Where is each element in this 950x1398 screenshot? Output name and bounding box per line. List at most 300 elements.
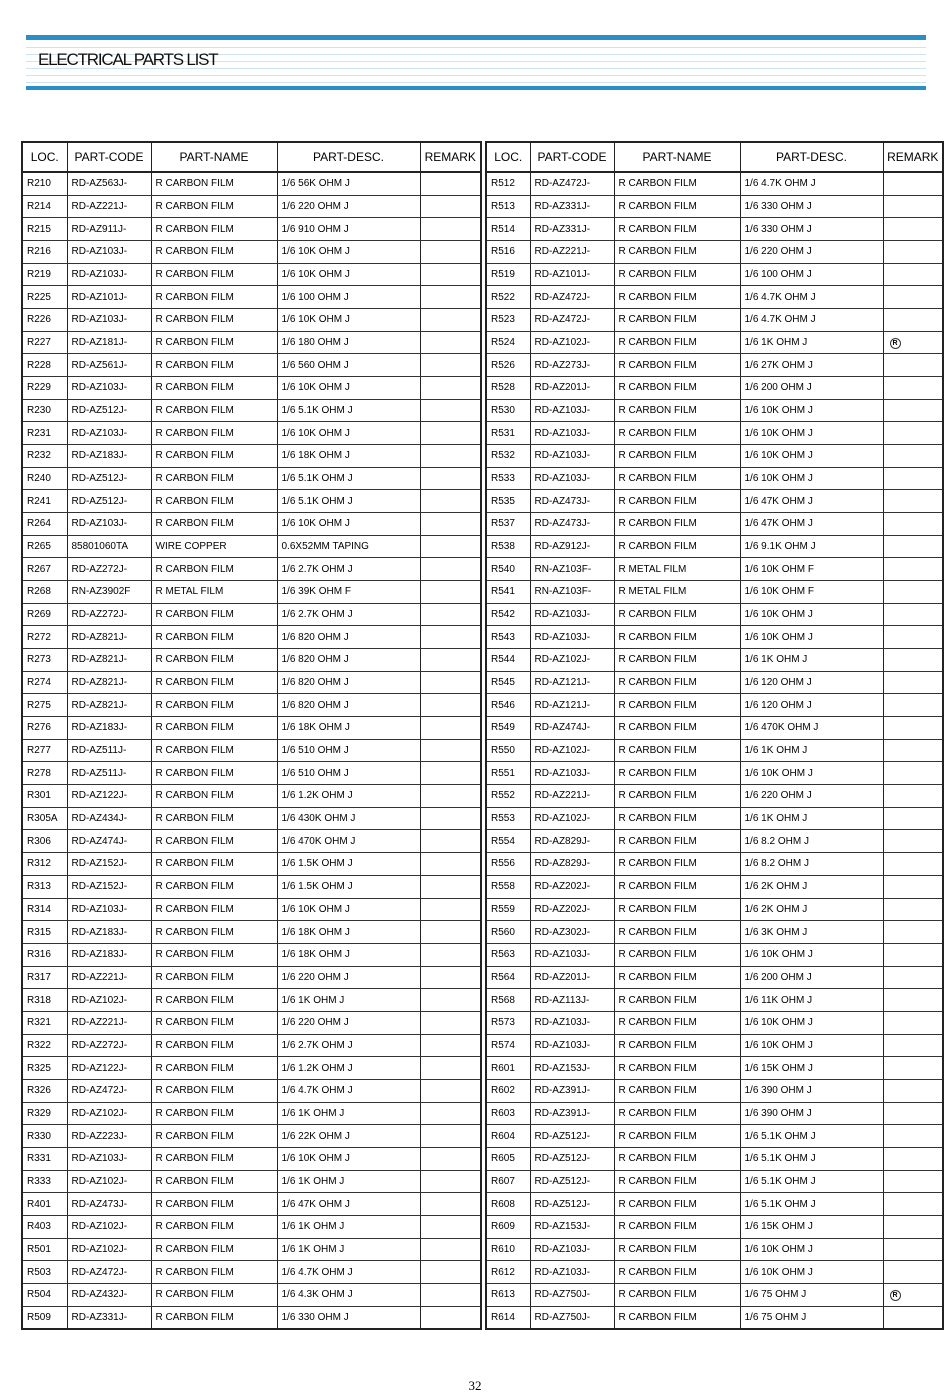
- cell-part-desc: 1/6 1K OHM J: [740, 649, 883, 672]
- table-row: [486, 966, 943, 989]
- cell-part-code: RD-AZ103J-: [530, 1261, 614, 1284]
- cell-part-name: R CARBON FILM: [151, 1261, 277, 1284]
- cell-part-name: R CARBON FILM: [614, 1034, 740, 1057]
- cell-loc: R240: [22, 467, 67, 490]
- table-row: [22, 1147, 481, 1170]
- cell-loc: R329: [22, 1102, 67, 1125]
- cell-part-desc: 1/6 2K OHM J: [740, 875, 883, 898]
- cell-part-desc: 1/6 10K OHM J: [740, 762, 883, 785]
- table-row: [22, 626, 481, 649]
- cell-part-desc: 1/6 510 OHM J: [277, 762, 420, 785]
- cell-part-code: RD-AZ434J-: [67, 807, 151, 830]
- cell-part-desc: 1/6 10K OHM J: [740, 1034, 883, 1057]
- cell-loc: R275: [22, 694, 67, 717]
- cell-part-name: R CARBON FILM: [151, 1215, 277, 1238]
- cell-remark: [420, 1193, 481, 1216]
- cell-remark: [883, 1170, 943, 1193]
- cell-part-desc: 1/6 220 OHM J: [277, 1011, 420, 1034]
- cell-loc: R612: [486, 1261, 530, 1284]
- cell-part-name: R CARBON FILM: [614, 830, 740, 853]
- cell-part-name: R CARBON FILM: [151, 966, 277, 989]
- cell-part-name: R CARBON FILM: [151, 399, 277, 422]
- cell-part-code: RD-AZ202J-: [530, 875, 614, 898]
- cell-remark: [883, 377, 943, 400]
- cell-part-code: RN-AZ3902F: [67, 581, 151, 604]
- table-row: [486, 785, 943, 808]
- cell-part-name: R CARBON FILM: [614, 1102, 740, 1125]
- cell-part-desc: 1/6 9.1K OHM J: [740, 535, 883, 558]
- cell-part-code: RD-AZ113J-: [530, 989, 614, 1012]
- cell-part-name: R CARBON FILM: [614, 241, 740, 264]
- cell-remark: [420, 898, 481, 921]
- cell-part-name: R CARBON FILM: [151, 1125, 277, 1148]
- cell-part-desc: 1/6 390 OHM J: [740, 1102, 883, 1125]
- cell-loc: R558: [486, 875, 530, 898]
- table-row: [486, 1102, 943, 1125]
- cell-loc: R232: [22, 445, 67, 468]
- col-header-part-desc: PART-DESC.: [740, 142, 883, 172]
- cell-part-code: RD-AZ911J-: [67, 218, 151, 241]
- cell-part-code: RD-AZ103J-: [530, 762, 614, 785]
- cell-part-name: R CARBON FILM: [151, 739, 277, 762]
- cell-part-code: RD-AZ272J-: [67, 1034, 151, 1057]
- table-row: [22, 241, 481, 264]
- table-row: [22, 467, 481, 490]
- cell-loc: R210: [22, 172, 67, 195]
- table-row: [22, 830, 481, 853]
- cell-remark: [883, 785, 943, 808]
- cell-part-name: R CARBON FILM: [151, 218, 277, 241]
- cell-part-desc: 1/6 39K OHM F: [277, 581, 420, 604]
- cell-part-name: R CARBON FILM: [151, 1102, 277, 1125]
- cell-loc: R535: [486, 490, 530, 513]
- cell-part-code: RD-AZ103J-: [530, 943, 614, 966]
- cell-part-name: R CARBON FILM: [614, 422, 740, 445]
- cell-loc: R274: [22, 671, 67, 694]
- cell-part-code: RN-AZ103F-: [530, 558, 614, 581]
- cell-remark: [883, 626, 943, 649]
- cell-part-code: RD-AZ472J-: [530, 172, 614, 195]
- cell-part-desc: 1/6 470K OHM J: [277, 830, 420, 853]
- cell-loc: R401: [22, 1193, 67, 1216]
- cell-part-code: RD-AZ221J-: [67, 195, 151, 218]
- cell-part-desc: 1/6 2.7K OHM J: [277, 558, 420, 581]
- cell-part-desc: 1/6 10K OHM J: [277, 241, 420, 264]
- cell-part-code: RD-AZ103J-: [67, 898, 151, 921]
- table-row: [22, 603, 481, 626]
- table-row: [486, 558, 943, 581]
- cell-part-name: R CARBON FILM: [614, 354, 740, 377]
- cell-part-code: RD-AZ221J-: [530, 241, 614, 264]
- table-row: [486, 286, 943, 309]
- table-row: [22, 535, 481, 558]
- cell-loc: R609: [486, 1215, 530, 1238]
- cell-part-name: R CARBON FILM: [614, 1057, 740, 1080]
- cell-part-code: RN-AZ103F-: [530, 581, 614, 604]
- cell-part-name: R CARBON FILM: [614, 331, 740, 354]
- cell-part-desc: 1/6 47K OHM J: [277, 1193, 420, 1216]
- cell-part-desc: 1/6 27K OHM J: [740, 354, 883, 377]
- cell-remark: [883, 1102, 943, 1125]
- cell-loc: R229: [22, 377, 67, 400]
- table-row: [22, 921, 481, 944]
- col-header-part-name: PART-NAME: [614, 142, 740, 172]
- cell-remark: [420, 785, 481, 808]
- cell-part-name: R CARBON FILM: [151, 422, 277, 445]
- table-row: [486, 943, 943, 966]
- cell-loc: R541: [486, 581, 530, 604]
- table-row: [22, 1170, 481, 1193]
- registered-mark-icon: R: [890, 338, 901, 349]
- cell-remark: [883, 1238, 943, 1261]
- cell-loc: R553: [486, 807, 530, 830]
- cell-remark: [420, 1283, 481, 1306]
- cell-loc: R543: [486, 626, 530, 649]
- cell-part-code: RD-AZ221J-: [67, 966, 151, 989]
- cell-part-name: R CARBON FILM: [151, 377, 277, 400]
- cell-remark: [420, 535, 481, 558]
- cell-part-desc: 1/6 820 OHM J: [277, 671, 420, 694]
- cell-remark: [420, 422, 481, 445]
- cell-part-desc: 1/6 120 OHM J: [740, 694, 883, 717]
- table-row: [486, 807, 943, 830]
- cell-remark: [883, 966, 943, 989]
- cell-remark: [420, 445, 481, 468]
- cell-part-name: R CARBON FILM: [614, 898, 740, 921]
- cell-loc: R524: [486, 331, 530, 354]
- cell-loc: R563: [486, 943, 530, 966]
- cell-part-code: RD-AZ101J-: [67, 286, 151, 309]
- cell-part-desc: 1/6 10K OHM J: [277, 1147, 420, 1170]
- cell-part-desc: 1/6 5.1K OHM J: [740, 1193, 883, 1216]
- cell-loc: R550: [486, 739, 530, 762]
- cell-loc: R312: [22, 853, 67, 876]
- cell-part-desc: 1/6 330 OHM J: [277, 1306, 420, 1329]
- cell-part-name: R CARBON FILM: [614, 671, 740, 694]
- table-row: [486, 1283, 943, 1306]
- cell-part-name: R CARBON FILM: [151, 445, 277, 468]
- table-row: [22, 1034, 481, 1057]
- cell-part-code: RD-AZ152J-: [67, 875, 151, 898]
- cell-part-desc: 1/6 1.2K OHM J: [277, 1057, 420, 1080]
- cell-remark: [420, 626, 481, 649]
- cell-remark: [420, 649, 481, 672]
- cell-remark: [420, 1170, 481, 1193]
- cell-part-name: R CARBON FILM: [151, 1193, 277, 1216]
- parts-table-right: [485, 141, 944, 1330]
- cell-part-code: RD-AZ432J-: [67, 1283, 151, 1306]
- cell-part-name: R CARBON FILM: [151, 694, 277, 717]
- cell-loc: R230: [22, 399, 67, 422]
- cell-remark: [883, 1125, 943, 1148]
- table-row: [486, 490, 943, 513]
- cell-part-code: RD-AZ103J-: [67, 1147, 151, 1170]
- cell-remark: [883, 694, 943, 717]
- cell-part-name: R CARBON FILM: [614, 649, 740, 672]
- cell-remark: [883, 490, 943, 513]
- cell-remark: [883, 195, 943, 218]
- cell-part-desc: 1/6 22K OHM J: [277, 1125, 420, 1148]
- table-row: [22, 966, 481, 989]
- table-header-row: [486, 142, 943, 172]
- parts-tables: [21, 141, 944, 1330]
- cell-part-desc: 1/6 560 OHM J: [277, 354, 420, 377]
- table-row: [22, 853, 481, 876]
- cell-part-code: RD-AZ821J-: [67, 694, 151, 717]
- table-row: [22, 762, 481, 785]
- cell-loc: R503: [22, 1261, 67, 1284]
- table-row: [22, 1238, 481, 1261]
- cell-loc: R549: [486, 717, 530, 740]
- cell-part-code: RD-AZ103J-: [530, 399, 614, 422]
- cell-part-code: RD-AZ472J-: [530, 309, 614, 332]
- cell-part-desc: 1/6 1.5K OHM J: [277, 875, 420, 898]
- cell-loc: R614: [486, 1306, 530, 1329]
- cell-part-desc: 1/6 15K OHM J: [740, 1057, 883, 1080]
- cell-part-name: R CARBON FILM: [151, 1034, 277, 1057]
- cell-loc: R602: [486, 1079, 530, 1102]
- cell-part-desc: 1/6 10K OHM J: [740, 626, 883, 649]
- cell-part-name: R CARBON FILM: [614, 377, 740, 400]
- cell-part-code: RD-AZ750J-: [530, 1283, 614, 1306]
- cell-loc: R264: [22, 513, 67, 536]
- cell-remark: [883, 830, 943, 853]
- cell-part-code: RD-AZ153J-: [530, 1057, 614, 1080]
- cell-remark: [883, 898, 943, 921]
- registered-mark-icon: R: [890, 1290, 901, 1301]
- cell-part-name: R CARBON FILM: [614, 399, 740, 422]
- cell-part-name: R CARBON FILM: [151, 1306, 277, 1329]
- cell-part-code: RD-AZ103J-: [67, 309, 151, 332]
- cell-part-code: RD-AZ512J-: [530, 1147, 614, 1170]
- cell-loc: R556: [486, 853, 530, 876]
- cell-part-desc: 1/6 5.1K OHM J: [740, 1147, 883, 1170]
- cell-loc: R514: [486, 218, 530, 241]
- cell-part-code: RD-AZ472J-: [67, 1079, 151, 1102]
- cell-remark: [883, 717, 943, 740]
- cell-part-desc: 1/6 10K OHM J: [277, 513, 420, 536]
- cell-loc: R501: [22, 1238, 67, 1261]
- cell-loc: R330: [22, 1125, 67, 1148]
- cell-remark: [883, 263, 943, 286]
- table-row: [22, 1215, 481, 1238]
- cell-part-desc: 1/6 1K OHM J: [277, 1238, 420, 1261]
- cell-remark: [883, 603, 943, 626]
- table-row: [486, 1193, 943, 1216]
- cell-part-desc: 1/6 180 OHM J: [277, 331, 420, 354]
- cell-remark: [883, 172, 943, 195]
- cell-remark: [883, 558, 943, 581]
- cell-part-name: R METAL FILM: [614, 558, 740, 581]
- cell-loc: R568: [486, 989, 530, 1012]
- table-row: [486, 1261, 943, 1284]
- cell-part-name: R CARBON FILM: [614, 1147, 740, 1170]
- cell-part-desc: 1/6 100 OHM J: [277, 286, 420, 309]
- table-row: [22, 1125, 481, 1148]
- table-row: [22, 309, 481, 332]
- cell-loc: R301: [22, 785, 67, 808]
- cell-part-name: R CARBON FILM: [614, 921, 740, 944]
- cell-remark: [883, 807, 943, 830]
- cell-part-name: WIRE COPPER: [151, 535, 277, 558]
- cell-part-desc: 1/6 330 OHM J: [740, 218, 883, 241]
- cell-remark: [883, 286, 943, 309]
- cell-part-code: RD-AZ912J-: [530, 535, 614, 558]
- cell-loc: R268: [22, 581, 67, 604]
- table-row: [486, 195, 943, 218]
- page-title: ELECTRICAL PARTS LIST: [38, 50, 218, 69]
- cell-part-desc: 1/6 10K OHM J: [740, 943, 883, 966]
- cell-part-code: RD-AZ103J-: [67, 513, 151, 536]
- cell-loc: R305A: [22, 807, 67, 830]
- cell-part-desc: 1/6 10K OHM J: [277, 422, 420, 445]
- cell-loc: R564: [486, 966, 530, 989]
- cell-loc: R321: [22, 1011, 67, 1034]
- cell-part-desc: 1/6 1K OHM J: [277, 1170, 420, 1193]
- cell-loc: R265: [22, 535, 67, 558]
- cell-part-desc: 1/6 2.7K OHM J: [277, 1034, 420, 1057]
- cell-part-desc: 1/6 4.3K OHM J: [277, 1283, 420, 1306]
- table-row: [22, 422, 481, 445]
- cell-part-code: RD-AZ750J-: [530, 1306, 614, 1329]
- cell-part-code: RD-AZ102J-: [67, 1102, 151, 1125]
- cell-loc: R605: [486, 1147, 530, 1170]
- cell-part-code: RD-AZ829J-: [530, 853, 614, 876]
- cell-part-desc: 1/6 470K OHM J: [740, 717, 883, 740]
- cell-remark: [883, 1079, 943, 1102]
- cell-loc: R542: [486, 603, 530, 626]
- cell-part-name: R CARBON FILM: [151, 921, 277, 944]
- cell-part-name: R CARBON FILM: [614, 286, 740, 309]
- cell-part-code: RD-AZ181J-: [67, 331, 151, 354]
- cell-remark: [883, 309, 943, 332]
- cell-part-name: R CARBON FILM: [614, 490, 740, 513]
- cell-part-desc: 1/6 18K OHM J: [277, 943, 420, 966]
- cell-loc: R317: [22, 966, 67, 989]
- cell-part-code: RD-AZ201J-: [530, 966, 614, 989]
- cell-loc: R545: [486, 671, 530, 694]
- cell-part-name: R CARBON FILM: [151, 875, 277, 898]
- table-row: [486, 377, 943, 400]
- cell-part-code: RD-AZ153J-: [530, 1215, 614, 1238]
- cell-part-name: R CARBON FILM: [614, 218, 740, 241]
- cell-part-name: R CARBON FILM: [614, 1306, 740, 1329]
- cell-part-desc: 1/6 1K OHM J: [277, 989, 420, 1012]
- table-row: [22, 785, 481, 808]
- table-row: [22, 1283, 481, 1306]
- cell-part-code: RD-AZ512J-: [67, 467, 151, 490]
- cell-part-code: RD-AZ103J-: [67, 263, 151, 286]
- cell-part-code: RD-AZ473J-: [530, 513, 614, 536]
- table-row: [486, 1034, 943, 1057]
- cell-remark: [420, 309, 481, 332]
- cell-part-name: R CARBON FILM: [614, 535, 740, 558]
- cell-part-desc: 1/6 10K OHM F: [740, 581, 883, 604]
- cell-part-desc: 1/6 100 OHM J: [740, 263, 883, 286]
- cell-part-desc: 1/6 1.5K OHM J: [277, 853, 420, 876]
- cell-remark: [420, 1215, 481, 1238]
- cell-part-name: R CARBON FILM: [151, 241, 277, 264]
- cell-remark: [420, 989, 481, 1012]
- cell-part-desc: 1/6 10K OHM J: [277, 377, 420, 400]
- table-row: [22, 331, 481, 354]
- cell-remark: [420, 172, 481, 195]
- cell-loc: R322: [22, 1034, 67, 1057]
- table-row: [486, 1215, 943, 1238]
- table-row: [486, 1011, 943, 1034]
- cell-remark: [420, 354, 481, 377]
- cell-part-code: RD-AZ512J-: [530, 1170, 614, 1193]
- table-row: [22, 1102, 481, 1125]
- cell-remark: [420, 671, 481, 694]
- cell-part-name: R CARBON FILM: [151, 762, 277, 785]
- cell-loc: R552: [486, 785, 530, 808]
- cell-part-name: R CARBON FILM: [614, 943, 740, 966]
- cell-part-desc: 1/6 820 OHM J: [277, 649, 420, 672]
- table-row: [22, 989, 481, 1012]
- cell-loc: R613: [486, 1283, 530, 1306]
- cell-part-name: R CARBON FILM: [614, 1193, 740, 1216]
- cell-remark: [420, 966, 481, 989]
- cell-remark: [883, 921, 943, 944]
- table-row: [486, 535, 943, 558]
- cell-part-name: R CARBON FILM: [614, 694, 740, 717]
- cell-part-code: RD-AZ103J-: [530, 422, 614, 445]
- table-row: [486, 603, 943, 626]
- table-row: [22, 1193, 481, 1216]
- cell-part-name: R CARBON FILM: [614, 1215, 740, 1238]
- cell-part-desc: 1/6 8.2 OHM J: [740, 853, 883, 876]
- cell-remark: [883, 218, 943, 241]
- cell-part-code: RD-AZ821J-: [67, 671, 151, 694]
- table-row: [486, 1125, 943, 1148]
- cell-part-name: R CARBON FILM: [614, 875, 740, 898]
- cell-part-name: R CARBON FILM: [614, 1170, 740, 1193]
- cell-part-code: RD-AZ512J-: [67, 399, 151, 422]
- cell-part-desc: 1/6 10K OHM J: [740, 422, 883, 445]
- cell-part-code: RD-AZ474J-: [530, 717, 614, 740]
- cell-remark: [883, 649, 943, 672]
- cell-part-code: RD-AZ223J-: [67, 1125, 151, 1148]
- cell-loc: R326: [22, 1079, 67, 1102]
- cell-part-code: RD-AZ102J-: [67, 1238, 151, 1261]
- table-row: [486, 354, 943, 377]
- cell-part-desc: 1/6 1K OHM J: [740, 807, 883, 830]
- table-row: [486, 626, 943, 649]
- cell-part-desc: 1/6 5.1K OHM J: [277, 399, 420, 422]
- cell-part-name: R CARBON FILM: [614, 467, 740, 490]
- cell-part-desc: 1/6 1K OHM J: [277, 1215, 420, 1238]
- cell-loc: R531: [486, 422, 530, 445]
- cell-part-desc: 1/6 47K OHM J: [740, 490, 883, 513]
- table-row: [486, 581, 943, 604]
- cell-part-code: RD-AZ103J-: [530, 1011, 614, 1034]
- cell-part-code: RD-AZ512J-: [530, 1125, 614, 1148]
- cell-part-code: RD-AZ103J-: [67, 377, 151, 400]
- cell-loc: R538: [486, 535, 530, 558]
- table-row: [22, 1011, 481, 1034]
- cell-part-code: RD-AZ183J-: [67, 445, 151, 468]
- cell-part-code: RD-AZ103J-: [67, 241, 151, 264]
- cell-part-name: R CARBON FILM: [614, 807, 740, 830]
- cell-part-name: R CARBON FILM: [151, 898, 277, 921]
- cell-remark: [420, 1125, 481, 1148]
- cell-part-desc: 1/6 47K OHM J: [740, 513, 883, 536]
- table-row: [486, 649, 943, 672]
- table-row: [22, 490, 481, 513]
- cell-part-code: RD-AZ102J-: [67, 1170, 151, 1193]
- cell-loc: R559: [486, 898, 530, 921]
